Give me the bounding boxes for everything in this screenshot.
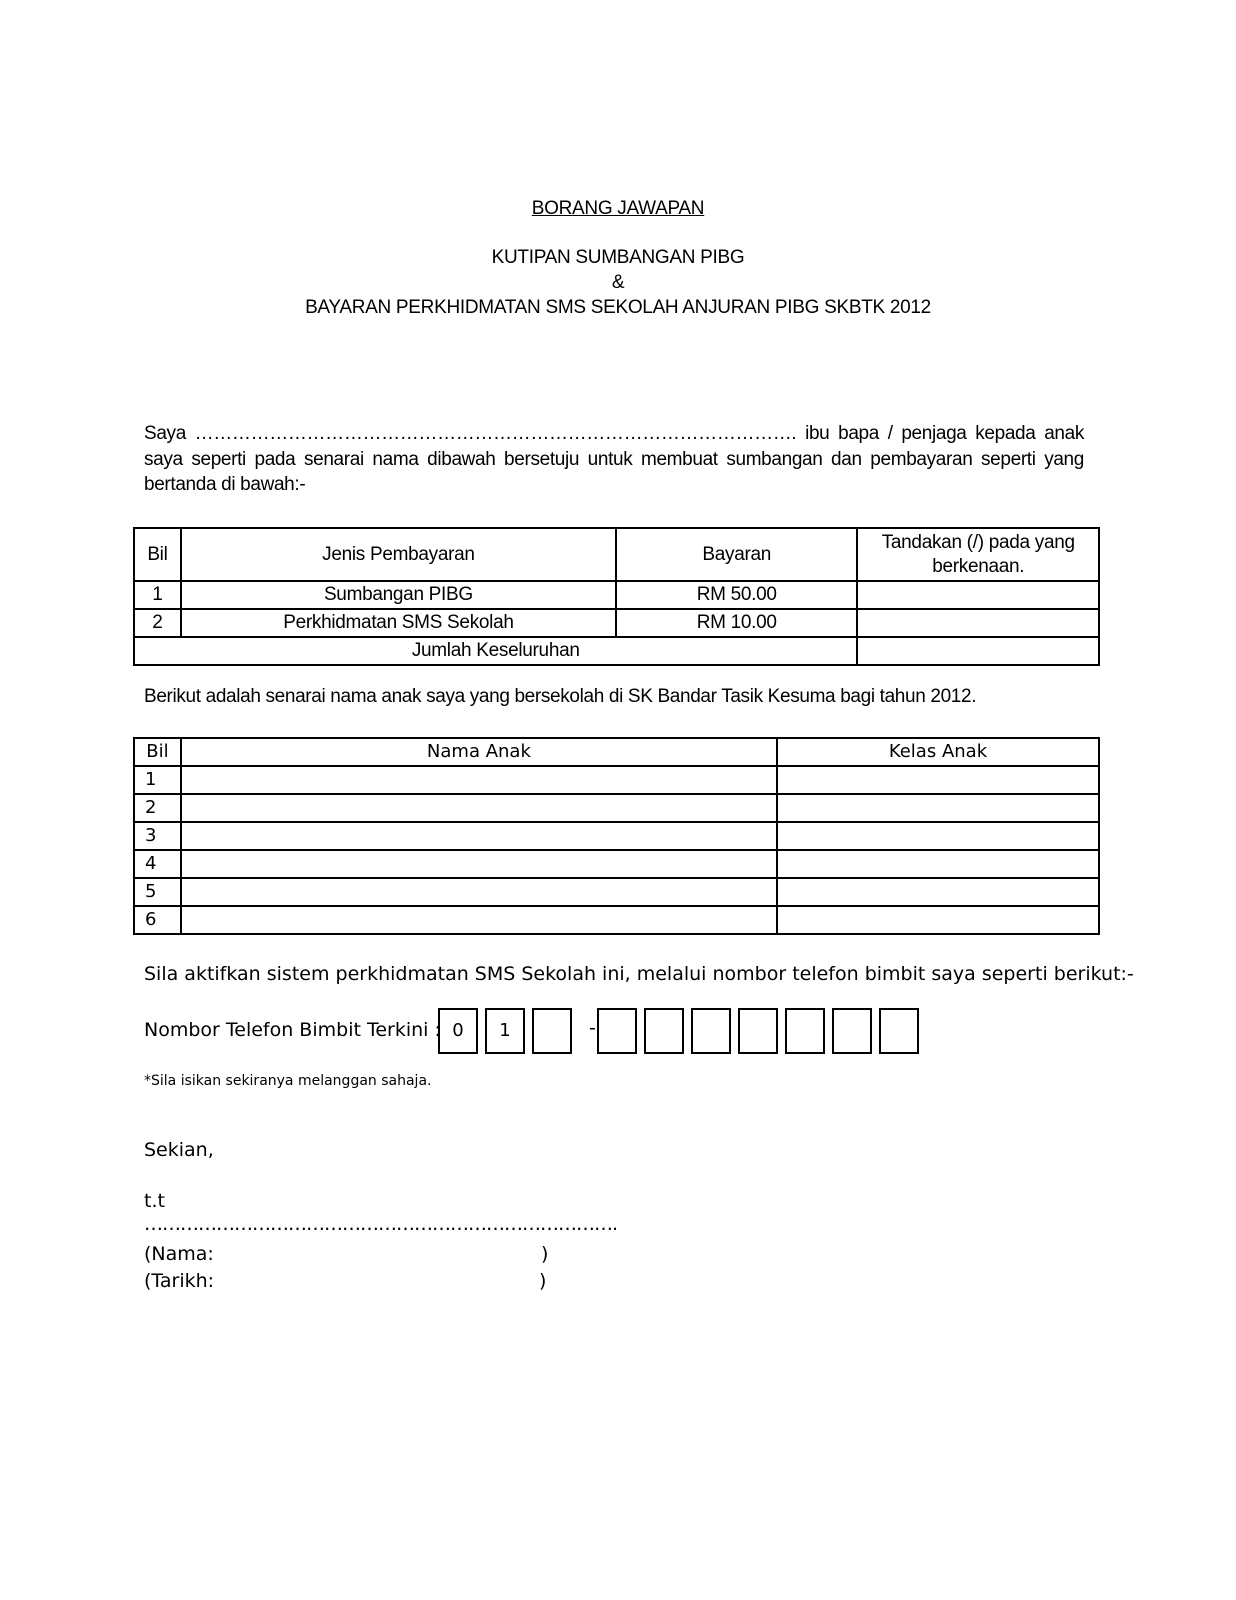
date-label: (Tarikh: bbox=[144, 1270, 215, 1292]
payment-header-tandakan: Tandakan (/) pada yang berkenaan. bbox=[857, 528, 1099, 581]
children-cell-bil: 1 bbox=[134, 766, 181, 794]
payment-cell-bil: 2 bbox=[134, 609, 181, 637]
children-table-header-row bbox=[134, 738, 1099, 766]
payment-cell-jenis: Perkhidmatan SMS Sekolah bbox=[181, 609, 616, 637]
phone-digit-box[interactable] bbox=[644, 1008, 684, 1054]
payment-checkbox-cell[interactable] bbox=[857, 581, 1099, 609]
intro-paragraph: Saya ……………………………………………………………………………………. ibu bapa / penjaga kepada anak saya seperti pada senarai nama dibawah bersetuju untuk membuat sumbangan dan pembayaran seperti yang bertanda di bawah:- bbox=[144, 423, 1084, 495]
subscription-note: *Sila isikan sekiranya melanggan sahaja. bbox=[144, 1073, 432, 1089]
payment-total-label: Jumlah Keseluruhan bbox=[134, 637, 857, 665]
phone-digit-box[interactable] bbox=[832, 1008, 872, 1054]
phone-digit-box[interactable] bbox=[532, 1008, 572, 1054]
children-cell-bil: 4 bbox=[134, 850, 181, 878]
phone-digit-box[interactable] bbox=[785, 1008, 825, 1054]
closing-tt: t.t bbox=[144, 1190, 165, 1212]
payment-cell-bayaran: RM 50.00 bbox=[616, 581, 858, 609]
children-class-cell[interactable] bbox=[777, 878, 1099, 906]
table-row bbox=[134, 850, 1099, 878]
sms-instruction: Sila aktifkan sistem perkhidmatan SMS Sekolah ini, melalui nombor telefon bimbit saya seperti berikut:- bbox=[144, 963, 1134, 985]
table-row bbox=[134, 878, 1099, 906]
phone-label: Nombor Telefon Bimbit Terkini : bbox=[144, 1019, 441, 1041]
children-cell-bil: 5 bbox=[134, 878, 181, 906]
children-table bbox=[133, 737, 1100, 935]
form-title: BORANG JAWAPAN bbox=[531, 198, 705, 219]
table-row bbox=[134, 581, 1099, 609]
children-cell-bil: 2 bbox=[134, 794, 181, 822]
children-class-cell[interactable] bbox=[777, 766, 1099, 794]
phone-digit-box[interactable] bbox=[691, 1008, 731, 1054]
children-name-cell[interactable] bbox=[181, 878, 777, 906]
children-name-cell[interactable] bbox=[181, 822, 777, 850]
table-row bbox=[134, 822, 1099, 850]
payment-table bbox=[133, 527, 1100, 666]
name-close-paren: ) bbox=[541, 1243, 549, 1265]
payment-header-bil: Bil bbox=[134, 528, 181, 581]
payment-cell-bil: 1 bbox=[134, 581, 181, 609]
payment-header-jenis: Jenis Pembayaran bbox=[181, 528, 616, 581]
table-row bbox=[134, 766, 1099, 794]
payment-cell-bayaran: RM 10.00 bbox=[616, 609, 858, 637]
phone-digit-box[interactable] bbox=[879, 1008, 919, 1054]
payment-total-cell[interactable] bbox=[857, 637, 1099, 665]
phone-digit-box[interactable] bbox=[738, 1008, 778, 1054]
payment-header-bayaran: Bayaran bbox=[616, 528, 858, 581]
children-class-cell[interactable] bbox=[777, 822, 1099, 850]
children-name-cell[interactable] bbox=[181, 794, 777, 822]
payment-checkbox-cell[interactable] bbox=[857, 609, 1099, 637]
children-header-nama: Nama Anak bbox=[181, 738, 777, 766]
children-name-cell[interactable] bbox=[181, 766, 777, 794]
signature-line[interactable]: ……………………………………………………………………. bbox=[144, 1213, 618, 1235]
date-close-paren: ) bbox=[539, 1270, 547, 1292]
children-cell-bil: 3 bbox=[134, 822, 181, 850]
payment-total-row bbox=[134, 637, 1099, 665]
children-class-cell[interactable] bbox=[777, 850, 1099, 878]
table-row bbox=[134, 794, 1099, 822]
phone-digit-box[interactable]: 0 bbox=[438, 1008, 478, 1054]
children-header-bil: Bil bbox=[134, 738, 181, 766]
phone-digit-box[interactable] bbox=[597, 1008, 637, 1054]
children-name-cell[interactable] bbox=[181, 906, 777, 934]
children-cell-bil: 6 bbox=[134, 906, 181, 934]
children-class-cell[interactable] bbox=[777, 906, 1099, 934]
name-label: (Nama: bbox=[144, 1243, 214, 1265]
closing-sekian: Sekian, bbox=[144, 1139, 214, 1161]
form-subtitle-collection: KUTIPAN SUMBANGAN PIBG bbox=[491, 247, 745, 268]
payment-table-header-row bbox=[134, 528, 1099, 581]
children-intro: Berikut adalah senarai nama anak saya yang bersekolah di SK Bandar Tasik Kesuma bagi tahun 2012. bbox=[144, 686, 977, 707]
form-subtitle-ampersand: & bbox=[611, 272, 625, 293]
form-subtitle-payment: BAYARAN PERKHIDMATAN SMS SEKOLAH ANJURAN PIBG SKBTK 2012 bbox=[305, 297, 931, 318]
phone-separator: - bbox=[589, 1017, 596, 1039]
table-row bbox=[134, 609, 1099, 637]
payment-cell-jenis: Sumbangan PIBG bbox=[181, 581, 616, 609]
children-class-cell[interactable] bbox=[777, 794, 1099, 822]
children-name-cell[interactable] bbox=[181, 850, 777, 878]
phone-digit-box[interactable]: 1 bbox=[485, 1008, 525, 1054]
table-row bbox=[134, 906, 1099, 934]
children-header-kelas: Kelas Anak bbox=[777, 738, 1099, 766]
